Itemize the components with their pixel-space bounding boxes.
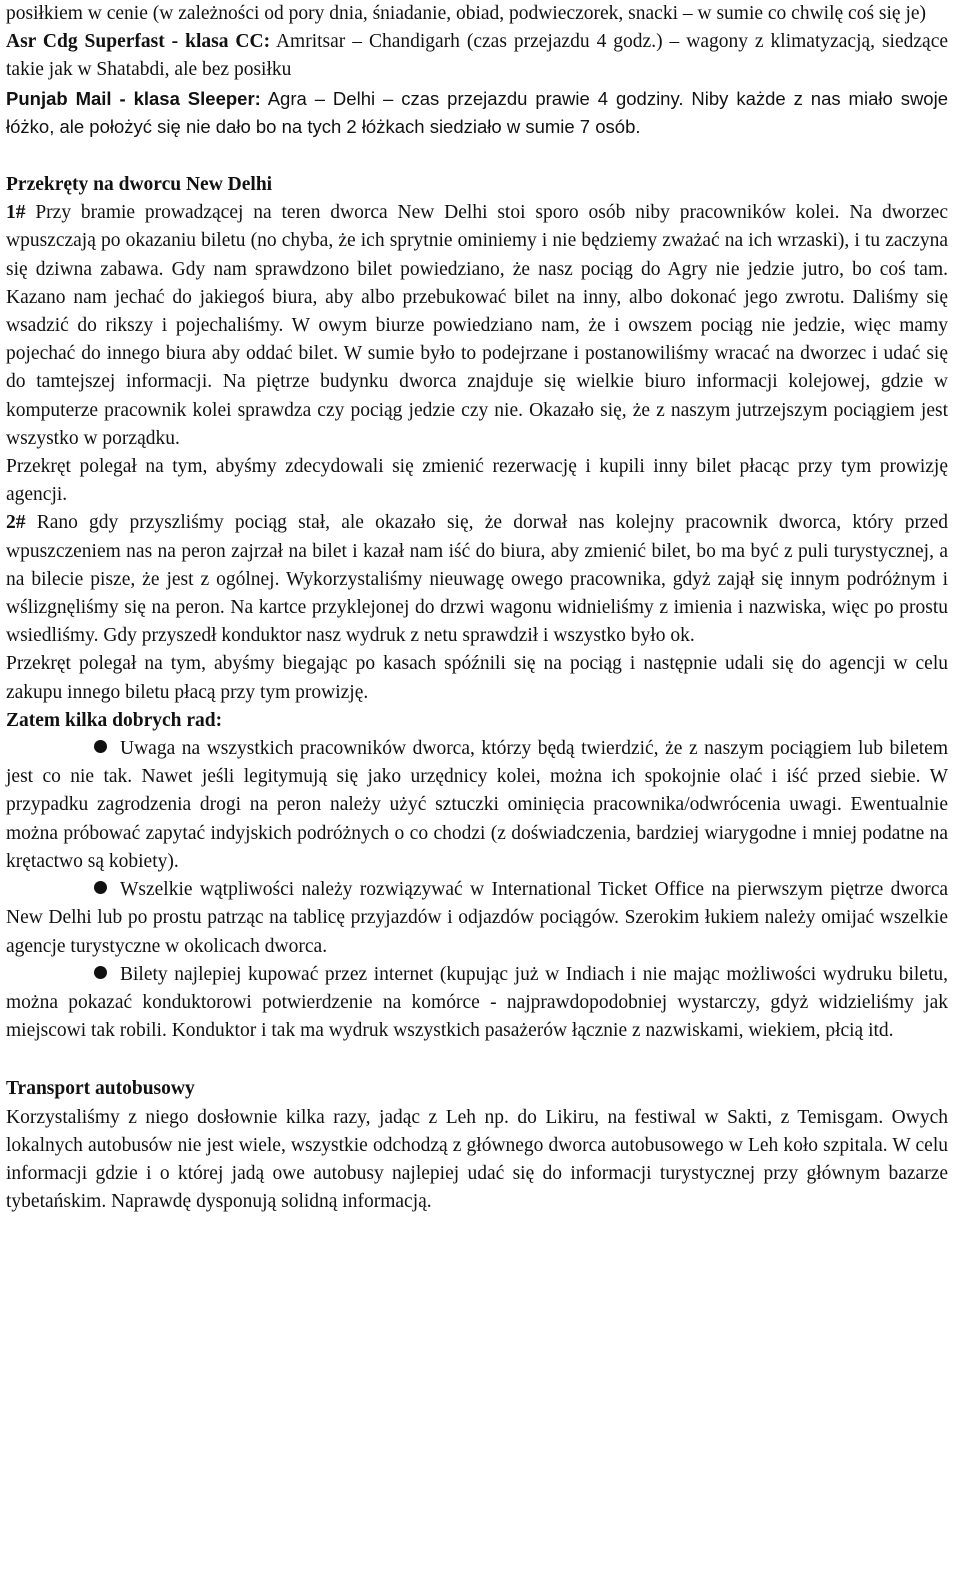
advice-heading: Zatem kilka dobrych rad: bbox=[6, 709, 223, 731]
asr-superfast-paragraph bbox=[6, 28, 948, 84]
advice-item bbox=[6, 876, 948, 961]
scam-1-paragraph bbox=[6, 199, 948, 453]
document-page bbox=[6, 0, 948, 1216]
bullet-icon bbox=[94, 740, 107, 753]
bullet-icon bbox=[94, 966, 107, 979]
advice-item-text: Wszelkie wątpliwości należy rozwiązywać w International Ticket Office na pierwszym piętrze dworca New Delhi lub po prostu patrząc na tablicę przyjazdów i odjazdów pociągów. Szerokim łukiem należy omijać wszelkie agencje turystyczne w okolicach dworca. bbox=[6, 879, 948, 957]
intro-meals-paragraph bbox=[6, 0, 948, 28]
punjab-mail-text: Agra – Delhi – czas przejazdu prawie 4 godziny. Niby każde z nas miało swoje łóżko, ale położyć się nie dało bo na tych 2 łóżkach siedziało w sumie 7 osób. bbox=[6, 87, 948, 137]
scam-1-conclusion: Przekręt polegał na tym, abyśmy zdecydowali się zmienić rezerwację i kupili inny bilet płacąc przy tym prowizję agencji. bbox=[6, 456, 948, 506]
punjab-mail-paragraph bbox=[6, 85, 948, 141]
advice-item bbox=[6, 961, 948, 1046]
punjab-mail-label: Punjab Mail - klasa Sleeper: bbox=[6, 87, 261, 109]
intro-meals-text: posiłkiem w cenie (w zależności od pory dnia, śniadanie, obiad, podwieczorek, snacki – w sumie co chwilę coś się je) bbox=[6, 3, 927, 24]
bus-paragraph: Korzystaliśmy z niego dosłownie kilka razy, jadąc z Leh np. do Likiru, na festiwal w Sakti, z Temisgam. Owych lokalnych autobusów nie jest wiele, wszystkie odchodzą z głównego dworca autobusowego w Leh koło szpitala. W celu informacji gdzie i o której jadą owe autobusy najlepiej udać się do informacji turystycznej przy głównym bazarze tybetańskim. Naprawdę dysponują solidną informacją. bbox=[6, 1106, 948, 1213]
scam-2-conclusion: Przekręt polegał na tym, abyśmy biegając po kasach spóźnili się na pociąg i następnie udali się do agencji w celu zakupu innego biletu płacą przy tym prowizję. bbox=[6, 653, 948, 703]
scam-1-text: Przy bramie prowadzącej na teren dworca New Delhi stoi sporo osób niby pracowników kolei. Na dworzec wpuszczają po okazaniu biletu (no chyba, że ich sprytnie ominiemy i nie będziemy zważać na ich wrzaski), i tu zaczyna się dziwna zabawa. Gdy nam sprawdzono bilet powiedziano, że nasz pociąg do Agry nie jedzie jutro, bo coś tam. Kazano nam jechać do jakiegoś biura, aby albo przebukować bilet na inny, albo dokonać jego zwrotu. Daliśmy się wsadzić do rikszy i pojechaliśmy. W owym biurze powiedziano nam, że i owszem pociąg nie jedzie, więc mamy pojechać do innego biura aby oddać bilet. W sumie było to podejrzane i postanowiliśmy wracać na dworzec i udać się do tamtejszej informacji. Na piętrze budynku dworca znajduje się wielkie biuro informacji kolejowej, gdzie w komputerze pracownik kolei sprawdza czy pociąg jedzie czy nie. Okazało się, że z naszym jutrzejszym pociągiem jest wszystko w porządku. bbox=[6, 202, 948, 449]
scams-heading: Przekręty na dworcu New Delhi bbox=[6, 174, 273, 196]
advice-item-text: Uwaga na wszystkich pracowników dworca, którzy będą twierdzić, że z naszym pociągiem lub biletem jest co nie tak. Nawet jeśli legitymują się jako urzędnicy kolei, można ich spokojnie olać i iść przed siebie. W przypadku zagrodzenia drogi na peron należy użyć sztuczki ominięcia pracownika/odwrócenia uwagi. Ewentualnie można próbować zapytać indyjskich podróżnych o co chodzi (z doświadczenia, bardziej wiarygodne i mniej podatne na krętactwo są kobiety). bbox=[6, 738, 948, 872]
bullet-icon bbox=[94, 881, 107, 894]
advice-item bbox=[6, 735, 948, 876]
asr-superfast-text: Amritsar – Chandigarh (czas przejazdu 4 godz.) – wagony z klimatyzacją, siedzące takie jak w Shatabdi, ale bez posiłku bbox=[6, 31, 949, 81]
asr-superfast-label: Asr Cdg Superfast - klasa CC: bbox=[6, 31, 271, 53]
advice-item-text: Bilety najlepiej kupować przez internet (kupując już w Indiach i nie mając możliwości wydruku biletu, można pokazać konduktorowi potwierdzenie na komórce - najprawdopodobniej wystarczy, gdyż widzieliśmy jak miejscowi tak robili. Konduktor i tak ma wydruk wszystkich pasażerów łącznie z nazwiskami, wiekiem, płcią itd. bbox=[6, 963, 948, 1042]
bus-heading: Transport autobusowy bbox=[6, 1078, 195, 1100]
scam-2-number: 2# bbox=[6, 512, 26, 534]
scam-1-number: 1# bbox=[6, 202, 26, 224]
scam-2-paragraph bbox=[6, 509, 948, 650]
scam-2-text: Rano gdy przyszliśmy pociąg stał, ale okazało się, że dorwał nas kolejny pracownik dworca, który przed wpuszczeniem nas na peron zajrzał na bilet i kazał nam iść do biura, aby zmienić bilet, bo ma być z puli turystycznej, a na bilecie pisze, że jest z ogólnej. Wykorzystaliśmy nieuwagę owego pracownika, gdyż zajął się innym podróżnym i wślizgnęliśmy się na peron. Na kartce przyklejonej do drzwi wagonu widnieliśmy z imienia i nazwiska, więc po prostu wsiedliśmy. Gdy przyszedł konduktor nasz wydruk z netu sprawdził i wszystko było ok. bbox=[6, 512, 948, 647]
